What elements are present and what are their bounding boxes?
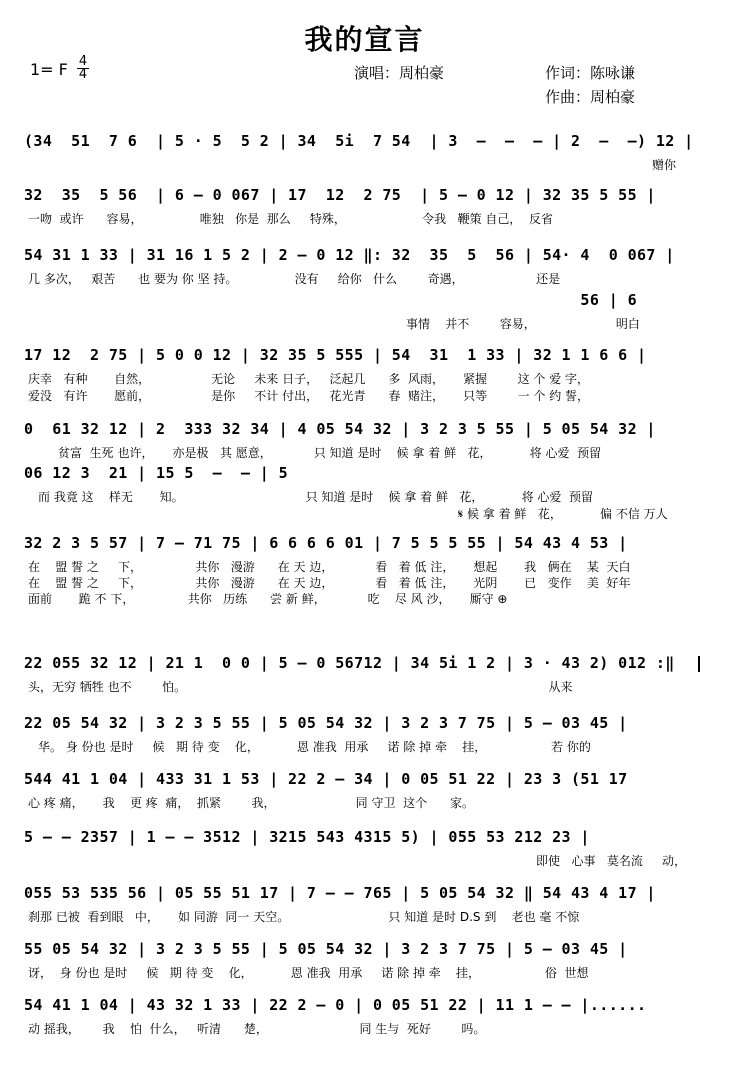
note-line: 22 055 32 12 | 21 1 0 0 | 5 – 0 56712 | 34 5i 1 2 | 3 · 43 2) 012 :‖: [24, 654, 675, 672]
note-line: 17 12 2 75 | 5 0 0 12 | 32 35 5 555 | 54 31 1 33 | 32 1 1 6 6 |: [24, 346, 647, 364]
note-line: 32 35 5 56 | 6 – 0 067 | 17 12 2 75 | 5 – 0 12 | 32 35 5 55 |: [24, 186, 656, 204]
note-line: 544 41 1 04 | 433 31 1 53 | 22 2 – 34 | 0 05 51 22 | 23 3 (51 17: [24, 770, 628, 788]
score-row: [24, 132, 694, 192]
lyric-line: 几 多次， 艰苦 也 要为 你 坚 持。 没有 给你 什么 奇遇， 还是: [28, 272, 561, 286]
note-line: 5 – – 2357 | 1 – – 3512 | 3215 543 4315 5) | 055 53 212 23 |: [24, 828, 590, 846]
lyric-line: 贫富 生死 也许， 亦是极 其 愿意， 只 知道 是时 候 拿 着 鲜 花， 将 心爱 预留: [58, 446, 602, 460]
repeat-end-barline: [698, 656, 700, 672]
composer-credit: 作曲：周柏豪: [545, 88, 636, 106]
score-row: [24, 714, 694, 774]
lyric-line: 面前 跪 不 下， 共你 历练 尝 新 鲜， 吃 尽 风 沙， 厮守 ⊕: [28, 592, 508, 606]
score-row: [24, 770, 694, 830]
lyric-line: 𝄋 候 拿 着 鲜 花， 偏 不信 万人: [458, 507, 668, 521]
key-signature: 1= F: [30, 60, 68, 79]
lyric-line: 一吻 或许 容易， 唯独 你是 那么 特殊， 令我 鞭策 自己， 反省: [28, 212, 554, 226]
score-row: [24, 464, 694, 524]
lyric-line: 即使 心事 莫名流 动，: [536, 854, 686, 868]
score-row: [24, 654, 694, 714]
score-row: [24, 940, 694, 1000]
note-line: 32 2 3 5 57 | 7 – 71 75 | 6 6 6 6 01 | 7 5 5 5 55 | 54 43 4 53 |: [24, 534, 628, 552]
note-line: 54 31 1 33 | 31 16 1 5 2 | 2 – 0 12 ‖: 32 35 5 56 | 54· 4 0 067 |: [24, 246, 675, 264]
time-bottom: 4: [78, 67, 88, 82]
lyricist-credit: 作词：陈咏谦: [545, 64, 636, 82]
note-line: 06 12 3 21 | 15 5 – – | 5: [24, 464, 289, 482]
song-title: 我的宣言: [304, 23, 425, 56]
time-top: 4: [78, 54, 88, 69]
note-line: 54 41 1 04 | 43 32 1 33 | 22 2 – 0 | 0 05 51 22 | 11 1 – – |......: [24, 996, 647, 1014]
lyric-line: 事情 并不 容易， 明白: [406, 317, 640, 331]
singer-credit: 演唱：周柏豪: [354, 64, 445, 82]
note-line: 22 05 54 32 | 3 2 3 5 55 | 5 05 54 32 | 3 2 3 7 75 | 5 – 03 45 |: [24, 714, 628, 732]
score-row: [24, 346, 694, 406]
score-row: [24, 884, 694, 944]
lyric-line: 爱没 有许 愿前， 是你 不计 付出， 花光青 春 赌注， 只等 一 个 约 誓，: [28, 389, 590, 403]
score-row: [24, 186, 694, 246]
note-line: 56 | 6: [24, 291, 637, 309]
score-row: [24, 291, 694, 351]
lyric-line: 庆幸 有种 自然， 无论 未来 日子， 泛起几 多 风雨， 紧握 这 个 爱 字，: [28, 372, 590, 386]
lyric-line: 在 盟 誓 之 下， 共你 漫游 在 天 边， 看 着 低 注， 光阴 已 变作 美 好年: [28, 576, 631, 590]
lyric-line: 讶， 身 份也 是时 候 期 待 变 化， 恩 准我 用承 诺 除 掉 牵 挂， 俗 世想: [28, 966, 589, 980]
lyric-line: 而 我竟 这 样无 知。 只 知道 是时 候 拿 着 鲜 花， 将 心爱 预留: [38, 490, 594, 504]
note-line: 55 05 54 32 | 3 2 3 5 55 | 5 05 54 32 | 3 2 3 7 75 | 5 – 03 45 |: [24, 940, 628, 958]
note-line: 0 61 32 12 | 2 333 32 34 | 4 05 54 32 | 3 2 3 5 55 | 5 05 54 32 |: [24, 420, 656, 438]
note-line: 055 53 535 56 | 05 55 51 17 | 7 – – 765 | 5 05 54 32 ‖ 54 43 4 17 |: [24, 884, 656, 902]
score-row: [24, 996, 694, 1056]
lyric-line: 头，无穷 牺牲 也不 怕。 从来: [28, 680, 573, 694]
lyric-line: 华。 身 份也 是时 候 期 待 变 化， 恩 准我 用承 诺 除 掉 牵 挂， 若 你的: [38, 740, 591, 754]
note-line: (34 51 7 6 | 5 · 5 5 2 | 34 5i 7 54 | 3 – – – | 2 – –) 12 |: [24, 132, 694, 150]
lyric-line: 心 疼 痛， 我 更 疼 痛， 抓紧 我， 同 守卫 这个 家。: [28, 796, 474, 810]
lyric-line: 动 摇我， 我 怕 什么， 听清 楚， 同 生与 死好 吗。: [28, 1022, 486, 1036]
lyric-line: 赠你: [652, 158, 677, 172]
score-row: [24, 828, 694, 888]
lyric-line: 刹那 已被 看到眼 中， 如 同游 同一 天空。 只 知道 是时 D.S 到 老也 毫 不惊: [28, 910, 580, 924]
lyric-line: 在 盟 誓 之 下， 共你 漫游 在 天 边， 看 着 低 注， 想起 我 俩在 某 天白: [28, 560, 631, 574]
time-signature: [76, 56, 90, 81]
score-row: [24, 534, 694, 606]
